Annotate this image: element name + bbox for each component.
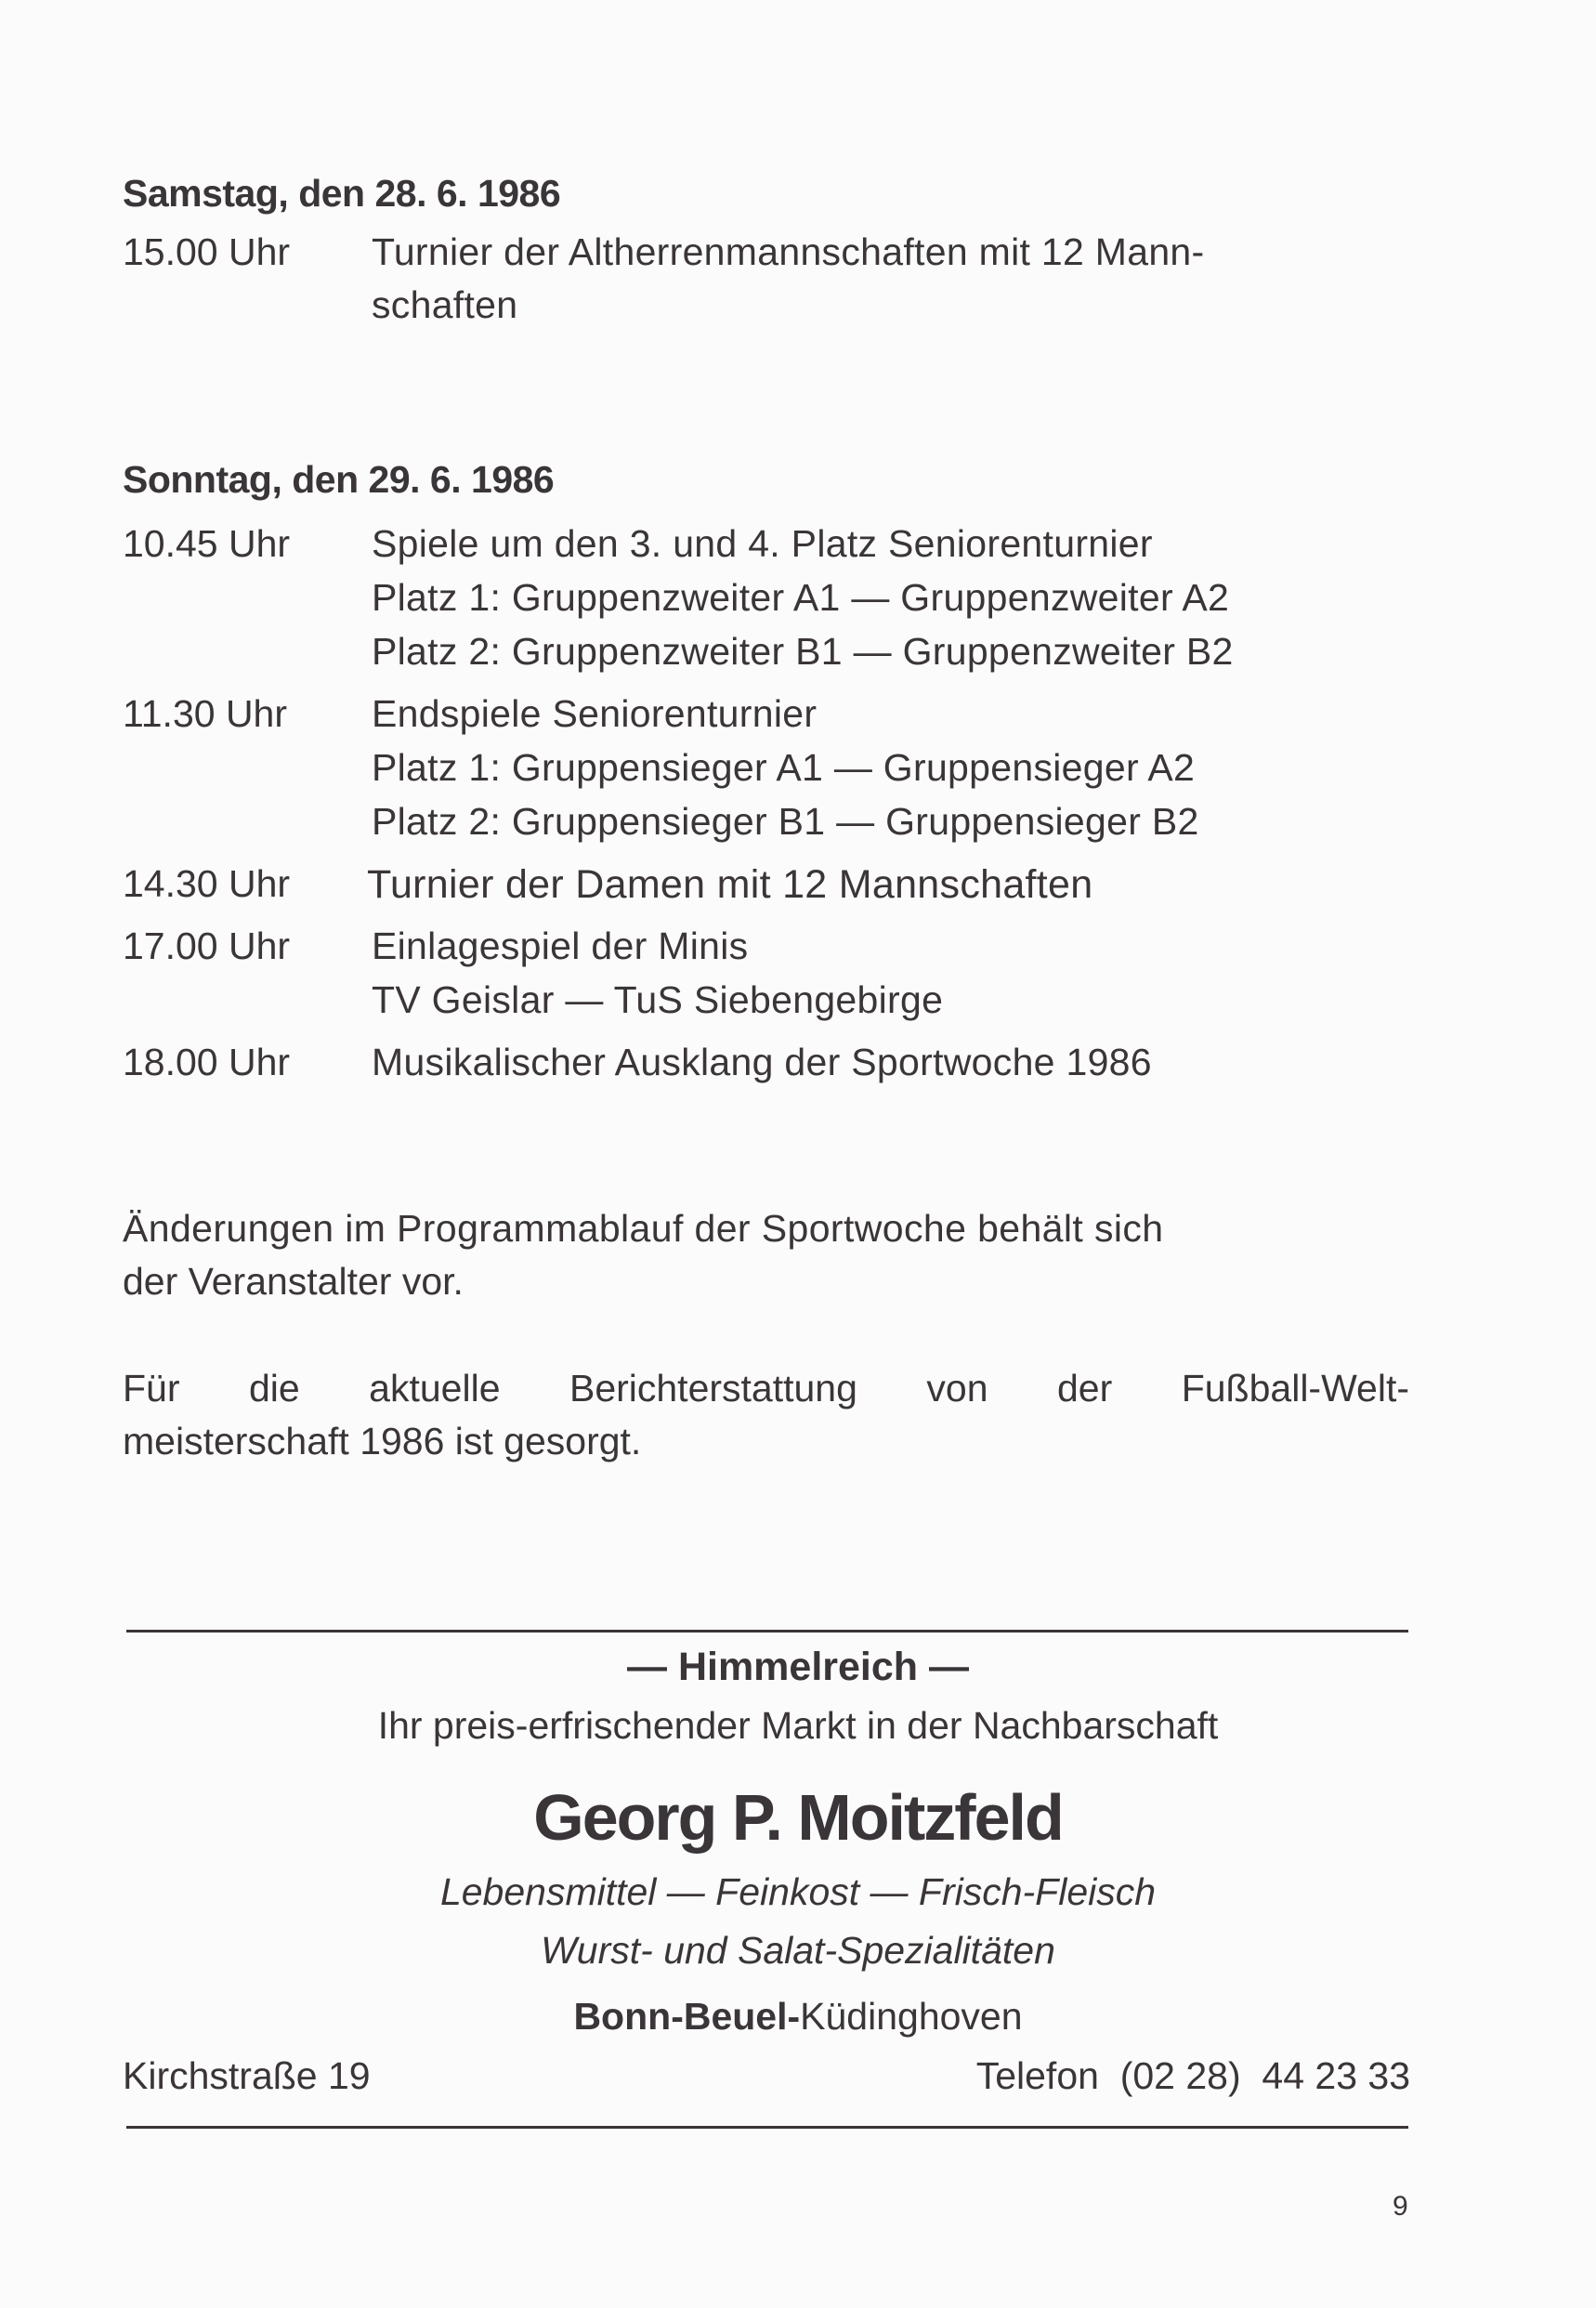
ad-top-rule: [126, 1630, 1408, 1633]
saturday-time-1: 15.00 Uhr: [123, 230, 291, 273]
ad-city-district: Küdinghoven: [800, 1995, 1023, 2038]
sunday-event-2-line-1: Endspiele Seniorenturnier: [372, 692, 818, 735]
sunday-event-2-line-2: Platz 1: Gruppensieger A1 — Gruppensieger A2: [372, 746, 1196, 789]
sunday-heading: Sonntag, den 29. 6. 1986: [123, 458, 555, 501]
ad-tagline: — Himmelreich —: [627, 1645, 969, 1689]
sunday-time-3: 14.30 Uhr: [123, 862, 291, 905]
ad-products-line-2: Wurst- und Salat-Spezialitäten: [541, 1929, 1055, 1972]
sunday-event-4-line-2: TV Geislar — TuS Siebengebirge: [372, 978, 944, 1021]
saturday-heading: Samstag, den 28. 6. 1986: [123, 172, 561, 215]
ad-location: [0, 1995, 1596, 2039]
sunday-event-1-line-3: Platz 2: Gruppenzweiter B1 — Gruppenzweiter B2: [372, 630, 1234, 673]
sunday-event-1-line-2: Platz 1: Gruppenzweiter A1 — Gruppenzweiter A2: [372, 576, 1230, 619]
sunday-event-1-line-1: Spiele um den 3. und 4. Platz Seniorenturnier: [372, 522, 1153, 565]
ad-bottom-rule: [126, 2126, 1408, 2129]
coverage-note-line-2: meisterschaft 1986 ist gesorgt.: [123, 1420, 642, 1462]
sunday-time-5: 18.00 Uhr: [123, 1041, 291, 1083]
ad-company-name: Georg P. Moitzfeld: [533, 1781, 1063, 1854]
coverage-note-line-1: Für die aktuelle Berichterstattung von der Fußball-Welt-: [123, 1367, 1409, 1410]
ad-slogan: Ihr preis-erfrischender Markt in der Nachbarschaft: [377, 1704, 1219, 1747]
saturday-event-1-line-1: Turnier der Altherrenmannschaften mit 12 Mann-: [372, 230, 1205, 273]
sunday-time-4: 17.00 Uhr: [123, 925, 291, 967]
sunday-event-3-line-1: Turnier der Damen mit 12 Mannschaften: [367, 862, 1093, 907]
changes-note-line-1: Änderungen im Programmablauf der Sportwoche behält sich: [123, 1207, 1164, 1250]
ad-city-bold: Bonn-Beuel-: [573, 1995, 801, 2038]
saturday-event-1-line-2: schaften: [372, 283, 518, 326]
ad-street: Kirchstraße 19: [123, 2054, 371, 2097]
sunday-time-1: 10.45 Uhr: [123, 522, 291, 565]
page-number: 9: [1393, 2191, 1408, 2222]
ad-phone: Telefon (02 28) 44 23 33: [975, 2054, 1410, 2097]
changes-note-line-2: der Veranstalter vor.: [123, 1260, 464, 1303]
ad-products-line-1: Lebensmittel — Feinkost — Frisch-Fleisch: [439, 1870, 1157, 1913]
sunday-event-4-line-1: Einlagespiel der Minis: [372, 925, 749, 967]
sunday-time-2: 11.30 Uhr: [123, 692, 288, 735]
sunday-event-2-line-3: Platz 2: Gruppensieger B1 — Gruppensieger B2: [372, 800, 1199, 843]
sunday-event-5-line-1: Musikalischer Ausklang der Sportwoche 1986: [372, 1041, 1152, 1083]
